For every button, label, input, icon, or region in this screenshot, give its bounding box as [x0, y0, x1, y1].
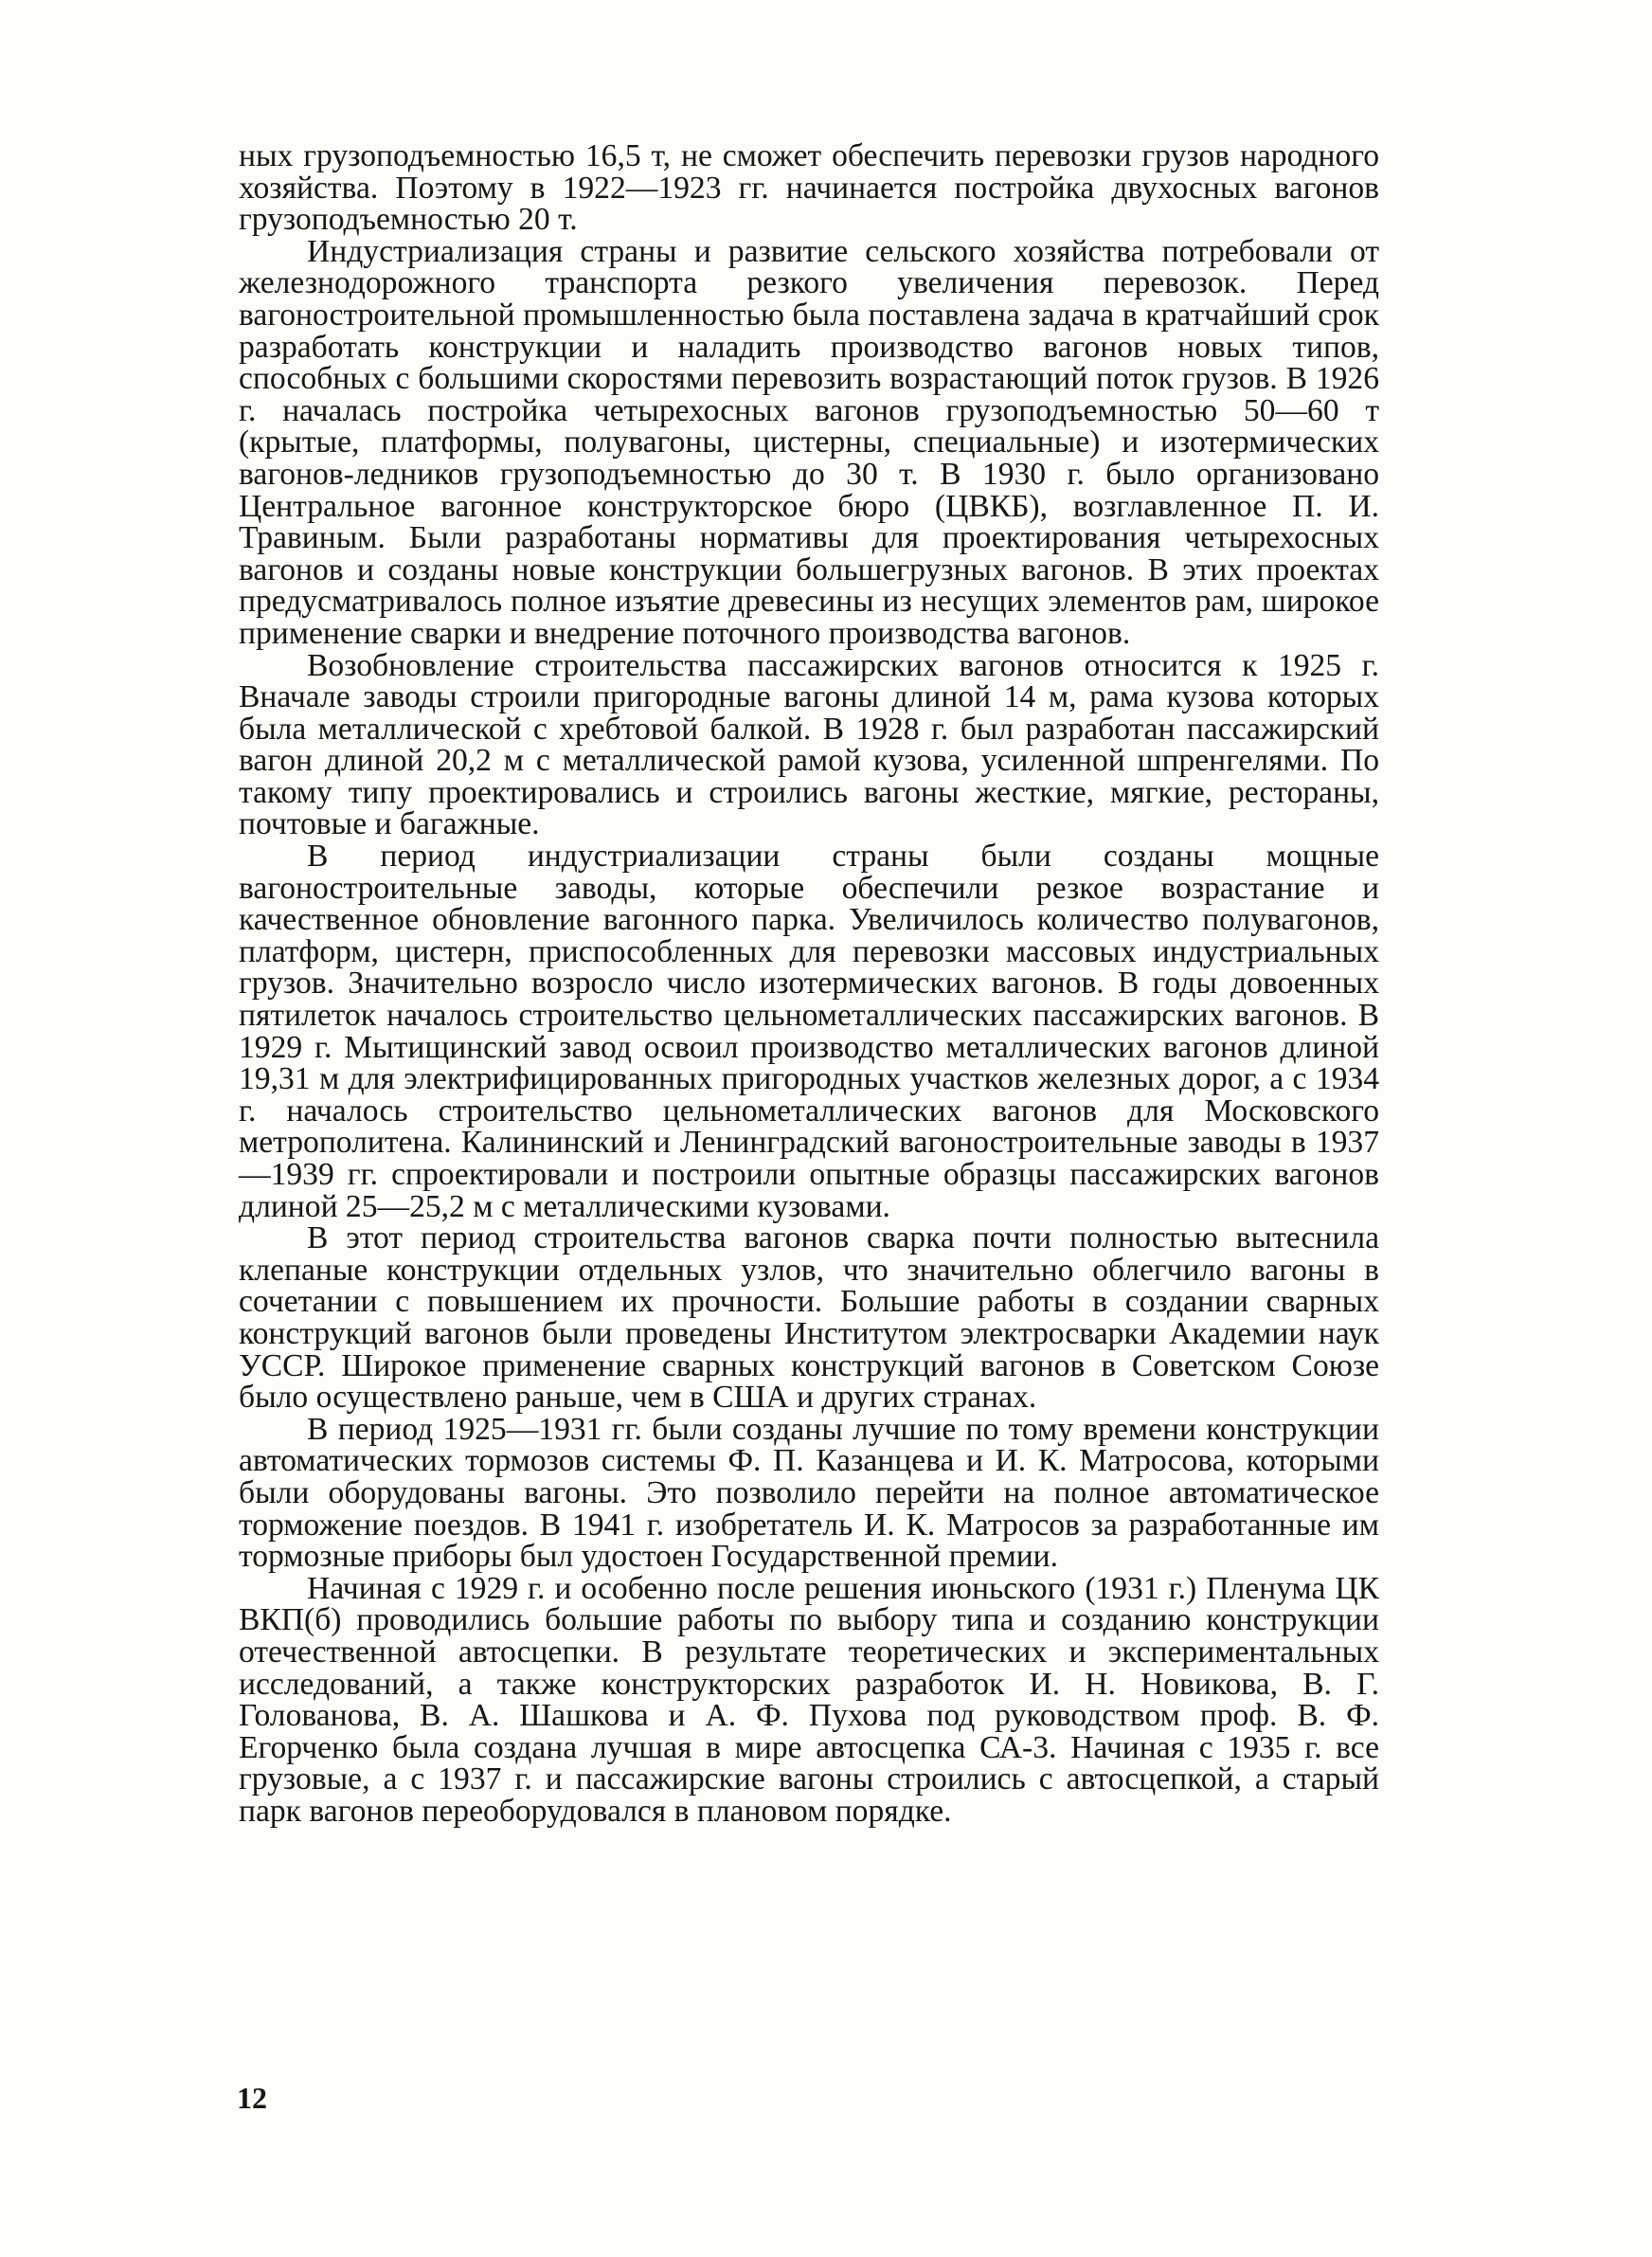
paragraph-3: Возобновление строительства пассажирских вагонов относится к 1925 г. Вначале заводы строили пригородные вагоны длиной 14 м, рама кузова которых была металлической с хребтовой балкой. В 1928 г. был разработан пассажирский вагон длиной 20,2 м с металлической рамой кузова, усиленной шпренгелями. По такому типу проектировались и строились вагоны жесткие, мягкие, рестораны, почтовые и багажные. [239, 647, 1379, 842]
body-text [239, 140, 1379, 1827]
paragraph-6: В период 1925—1931 гг. были созданы лучшие по тому времени конструкции автоматических тормозов системы Ф. П. Казанцева и И. К. Матросова, которыми были оборудованы вагоны. Это позволило перейти на полное автоматическое торможение поездов. В 1941 г. изобретатель И. К. Матросов за разработанные им тормозные приборы был удостоен Государственной премии. [239, 1411, 1379, 1575]
paragraph-5: В этот период строительства вагонов сварка почти полностью вытеснила клепаные конструкции отдельных узлов, что значительно облегчило вагоны в сочетании с повышением их прочности. Большие работы в создании сварных конструкций вагонов были проведены Институтом электросварки Академии наук УССР. Широкое применение сварных конструкций вагонов в Советском Союзе было осуществлено раньше, чем в США и других странах. [239, 1220, 1379, 1416]
paragraph-4: В период индустриализации страны были созданы мощные вагоностроительные заводы, которые обеспечили резкое возрастание и качественное обновление вагонного парка. Увеличилось количество полувагонов, платформ, цистерн, приспособленных для перевозки массовых индустриальных грузов. Значительно возросло число изотермических вагонов. В годы довоенных пятилеток началось строительство цельнометаллических пассажирских вагонов. В 1929 г. Мытищинский завод освоил производство металлических вагонов длиной 19,31 м для электрифицированных пригородных участков железных дорог, а с 1934 г. началось строительство цельнометаллических вагонов для Московского метрополитена. Калининский и Ленинградский вагоностроительные заводы в 1937—1939 гг. спроектировали и построили опытные образцы пассажирских вагонов длиной 25—25,2 м с металлическими кузовами. [239, 839, 1379, 1224]
page-number: 12 [237, 2081, 267, 2115]
paragraph-7: Начиная с 1929 г. и особенно после решения июньского (1931 г.) Пленума ЦК ВКП(б) проводились большие работы по выбору типа и созданию конструкции отечественной автосцепки. В результате теоретических и экспериментальных исследований, а также конструкторских разработок И. Н. Новикова, В. Г. Голованова, В. А. Шашкова и А. Ф. Пухова под руководством проф. В. Ф. Егорченко была создана лучшая в мире автосцепка СА-3. Начиная с 1935 г. все грузовые, а с 1937 г. и пассажирские вагоны строились с автосцепкой, а старый парк вагонов переоборудовался в плановом порядке. [239, 1570, 1379, 1829]
paragraph-2: Индустриализация страны и развитие сельского хозяйства потребовали от железнодорожного транспорта резкого увеличения перевозок. Перед вагоностроительной промышленностью была поставлена задача в кратчайший срок разработать конструкции и наладить производство вагонов новых типов, способных с большими скоростями перевозить возрастающий поток грузов. В 1926 г. началась постройка четырехосных вагонов грузоподъемностью 50—60 т (крытые, платформы, полувагоны, цистерны, специальные) и изотермических вагонов-ледников грузоподъемностью до 30 т. В 1930 г. было организовано Центральное вагонное конструкторское бюро (ЦВКБ), возглавленное П. И. Травиным. Были разработаны нормативы для проектирования четырехосных вагонов и созданы новые конструкции большегрузных вагонов. В этих проектах предусматривалось полное изъятие древесины из несущих элементов рам, широкое применение сварки и внедрение поточного производства вагонов. [239, 233, 1379, 651]
paragraph-1: ных грузоподъемностью 16,5 т, не сможет обеспечить перевозки грузов народного хозяйства. Поэтому в 1922—1923 гг. начинается постройка двухосных вагонов грузоподъемностью 20 т. [239, 138, 1379, 238]
